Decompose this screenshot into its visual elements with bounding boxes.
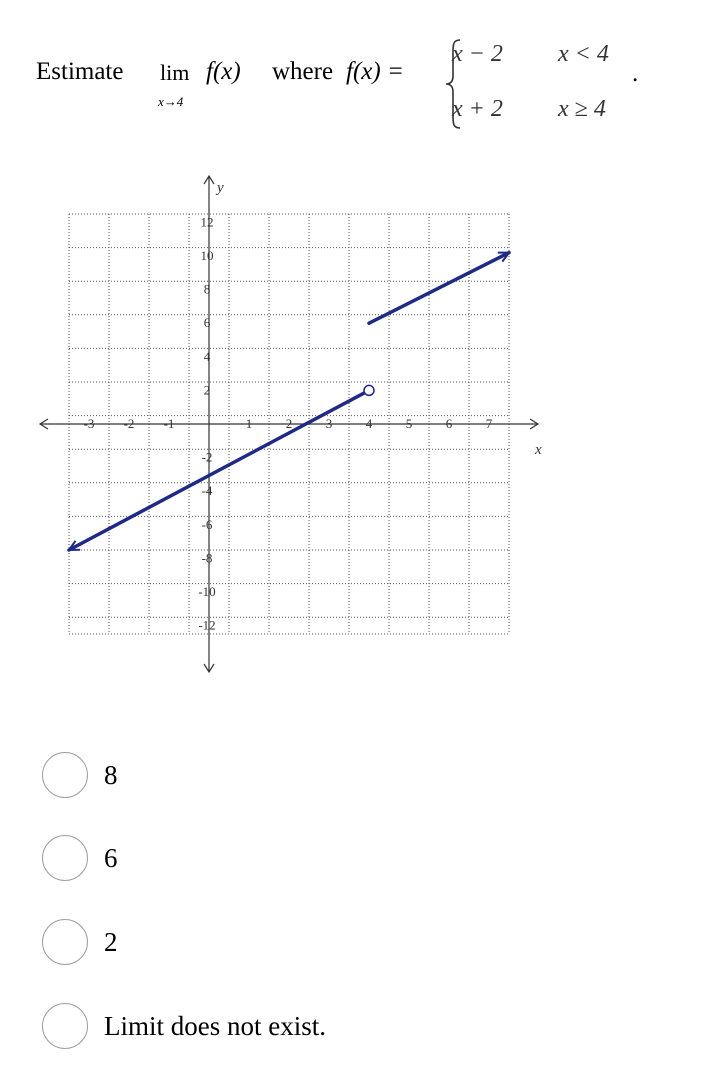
option-2[interactable] (42, 919, 118, 965)
question-prompt (36, 38, 686, 138)
series-line-2 (369, 253, 509, 324)
y-tick-label: 10 (200, 248, 214, 263)
y-axis-label: y (217, 180, 224, 196)
x-tick-label: 7 (485, 416, 493, 431)
option-label: Limit does not exist. (104, 1010, 326, 1041)
case-1-condition: x < 4 (558, 41, 609, 67)
y-tick-label: 12 (200, 214, 214, 230)
x-tick-label: -1 (163, 416, 175, 431)
radio-button[interactable] (42, 1003, 88, 1049)
function-definition-label: f(x) = (346, 58, 404, 85)
y-tick-label: 4 (203, 348, 211, 364)
option-6[interactable] (42, 835, 118, 881)
open-circle-marker (364, 385, 374, 395)
x-tick-label: 3 (325, 416, 333, 431)
case-2-condition: x ≥ 4 (558, 96, 606, 122)
y-tick-label: 2 (203, 382, 211, 398)
option-limit-does-not-exist[interactable] (42, 1003, 326, 1049)
y-tick-label: 6 (203, 315, 211, 331)
y-tick-label: -4 (201, 483, 213, 499)
function-name: f(x) (206, 58, 241, 85)
y-tick-label: -2 (201, 449, 213, 465)
x-tick-label: -3 (83, 416, 95, 431)
y-tick-label: -8 (201, 550, 213, 566)
x-tick-label: 5 (405, 416, 413, 431)
option-label: 8 (104, 759, 118, 790)
x-tick-label: -2 (123, 416, 135, 431)
option-8[interactable] (42, 752, 118, 798)
where-word: where (272, 58, 334, 85)
y-tick-label: -6 (201, 516, 213, 532)
x-tick-label: 1 (245, 416, 253, 431)
x-tick-label: 4 (365, 416, 373, 431)
y-tick-label: -12 (198, 617, 216, 633)
radio-button[interactable] (42, 835, 88, 881)
limit-word: lim (160, 60, 190, 85)
x-axis-label: x (535, 442, 542, 458)
case-2-expression: x + 2 (452, 96, 503, 122)
option-label: 6 (104, 842, 118, 873)
y-tick-label: 8 (203, 281, 211, 297)
y-tick-label: -10 (198, 584, 216, 599)
option-label: 2 (104, 926, 118, 957)
series-line-1 (69, 390, 369, 550)
x-tick-label: 2 (285, 416, 293, 431)
piecewise-graph (30, 168, 560, 680)
x-tick-label: 6 (445, 416, 453, 431)
question-prefix: Estimate (36, 58, 124, 85)
radio-button[interactable] (42, 752, 88, 798)
period: . (632, 60, 639, 87)
limit-subscript: x→4 (158, 94, 184, 109)
radio-button[interactable] (42, 919, 88, 965)
case-1-expression: x − 2 (452, 41, 503, 67)
